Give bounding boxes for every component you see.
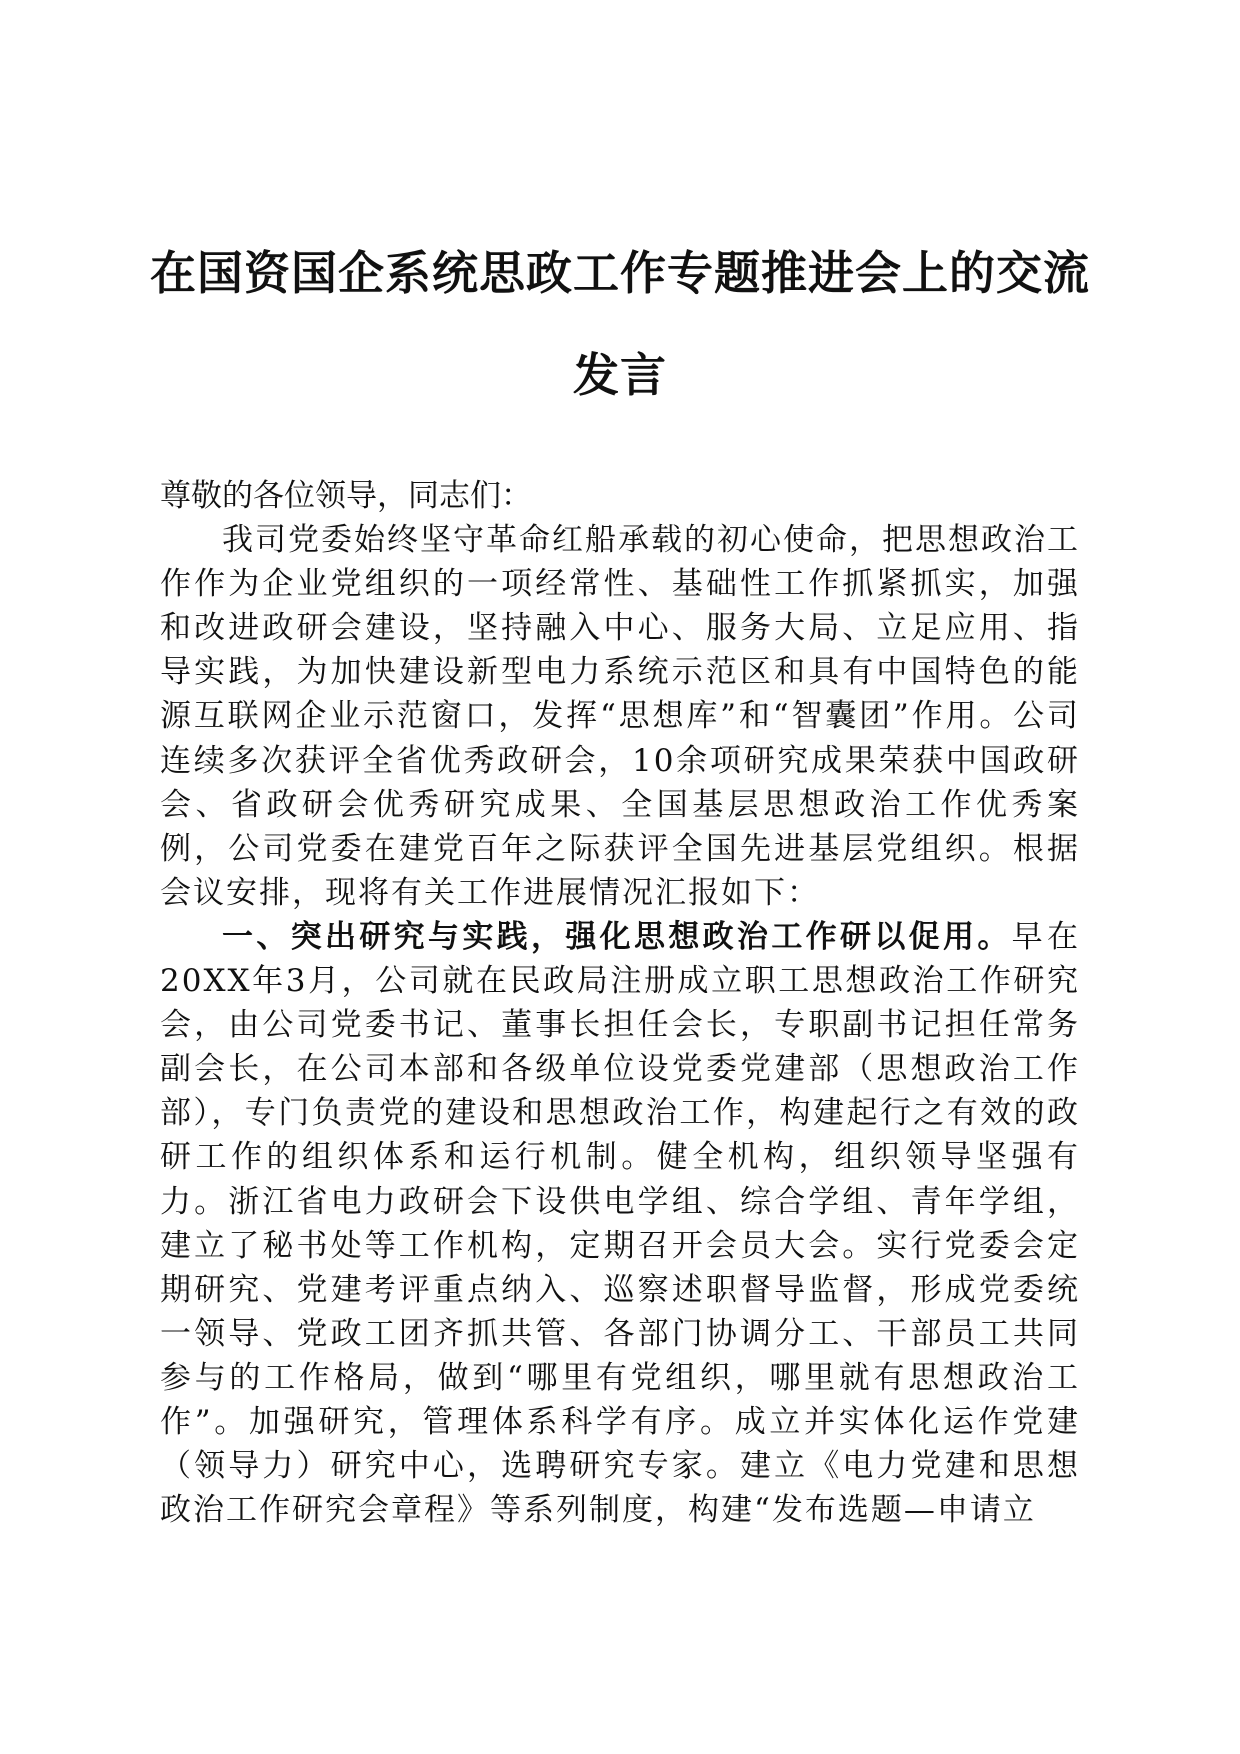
title-line-1: 在国资国企系统思政工作专题推进会上的交流: [150, 246, 1090, 300]
section-1: [160, 915, 1080, 1532]
greeting: 尊敬的各位领导，同志们：: [160, 478, 532, 514]
title-line-2: 发言: [573, 348, 667, 402]
paragraph-intro: 我司党委始终坚守革命红船承载的初心使命，把思想政治工作作为企业党组织的一项经常性、基础性工作抓紧抓实，加强和改进政研会建设，坚持融入中心、服务大局、立足应用、指导实践，为加快建设新型电力系统示范区和具有中国特色的能源互联网企业示范窗口，发挥“思想库”和“智囊团”作用。公司连续多次获评全省优秀政研会，10余项研究成果荣获中国政研会、省政研会优秀研究成果、全国基层思想政治工作优秀案例，公司党委在建党百年之际获评全国先进基层党组织。根据会议安排，现将有关工作进展情况汇报如下：: [160, 522, 1080, 911]
section-1-heading: 一、突出研究与实践，强化思想政治工作研以促用。: [222, 918, 1012, 955]
document-body: [160, 474, 1080, 1532]
document-title: [150, 222, 1090, 426]
section-1-text: 早在20XX年3月，公司就在民政局注册成立职工思想政治工作研究会，由公司党委书记、董事长担任会长，专职副书记担任常务副会长，在公司本部和各级单位设党委党建部（思想政治工作部），专门负责党的建设和思想政治工作，构建起行之有效的政研工作的组织体系和运行机制。健全机构，组织领导坚强有力。浙江省电力政研会下设供电学组、综合学组、青年学组，建立了秘书处等工作机构，定期召开会员大会。实行党委会定期研究、党建考评重点纳入、巡察述职督导监督，形成党委统一领导、党政工团齐抓共管、各部门协调分工、干部员工共同参与的工作格局，做到“哪里有党组织，哪里就有思想政治工作”。加强研究，管理体系科学有序。成立并实体化运作党建（领导力）研究中心，选聘研究专家。建立《电力党建和思想政治工作研究会章程》等系列制度，构建“发布选题—申请立: [160, 918, 1081, 1529]
